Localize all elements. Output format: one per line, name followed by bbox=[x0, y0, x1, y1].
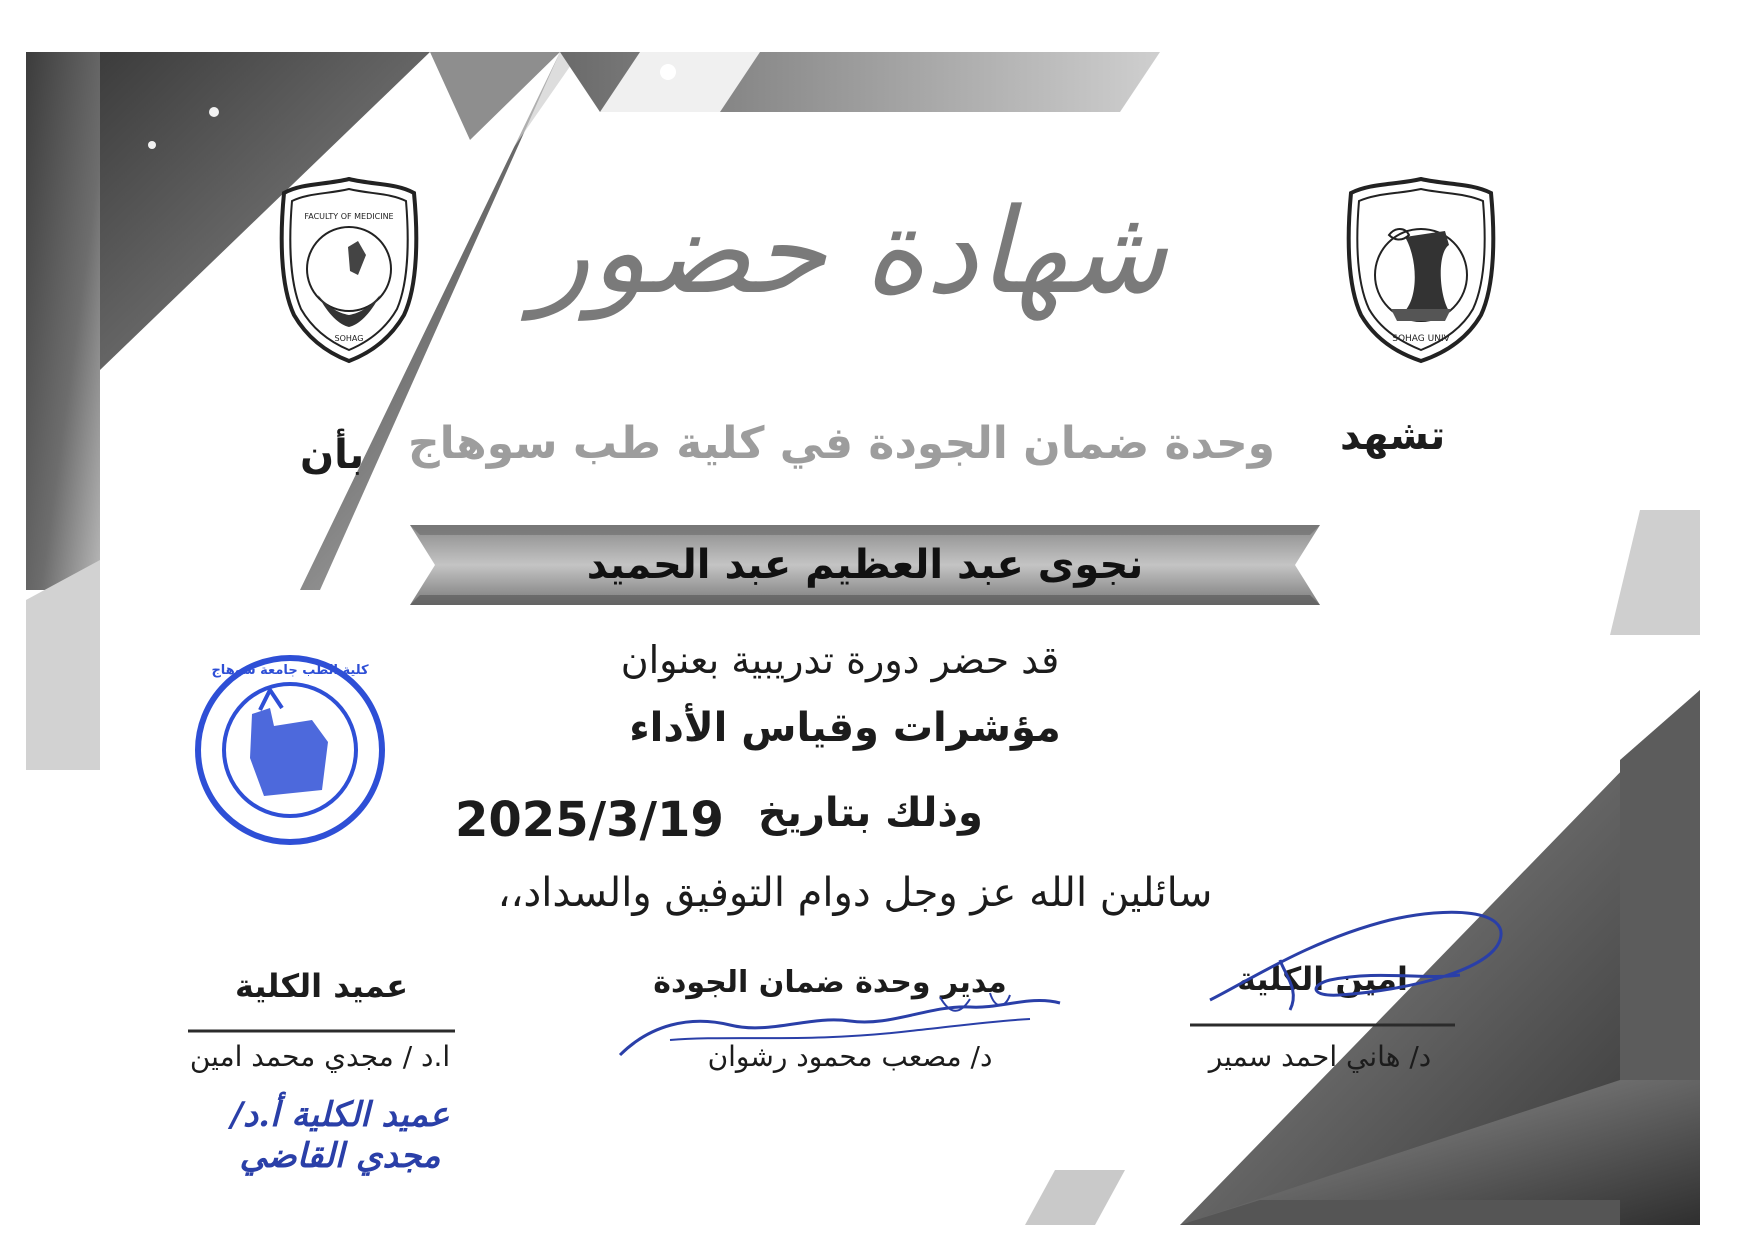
faculty-logo-icon bbox=[278, 175, 420, 365]
closing-line: سائلين الله عز وجل دوام التوفيق والسداد،، bbox=[497, 870, 1213, 916]
dean-name: ا.د / مجدي محمد امين bbox=[189, 1040, 451, 1073]
quality-director-role: مدير وحدة ضمان الجودة bbox=[653, 965, 1007, 1000]
secretary-signature bbox=[1190, 900, 1520, 1030]
dean-role: عميد الكلية bbox=[234, 967, 409, 1005]
issuer-name: وحدة ضمان الجودة في كلية طب سوهاج bbox=[407, 418, 1275, 469]
attended-line: قد حضر دورة تدريبية بعنوان bbox=[620, 638, 1060, 682]
dean-handwritten-seal: عميد الكلية أ.د/ مجدي القاضي bbox=[230, 1095, 450, 1176]
svg-text:SOHAG: SOHAG bbox=[334, 334, 364, 343]
course-title: مؤشرات وقياس الأداء bbox=[629, 705, 1061, 751]
stamp-text: كلية الطب جامعة سوهاج bbox=[211, 663, 369, 678]
quality-director-signature bbox=[610, 985, 1080, 1075]
frame-right-upper bbox=[1610, 510, 1700, 635]
secretary-name: د/ هاني احمد سمير bbox=[1208, 1040, 1432, 1073]
svg-text:SOHAG UNIV: SOHAG UNIV bbox=[1392, 334, 1450, 344]
that-word: بأن bbox=[300, 432, 365, 478]
frame-left-mid bbox=[26, 560, 100, 770]
date-prefix: وذلك بتاريخ bbox=[758, 790, 983, 836]
certificate-title: شهادة حضور bbox=[532, 182, 1168, 320]
secretary-role: امين الكلية bbox=[1237, 960, 1408, 998]
stamp-icon bbox=[190, 650, 390, 850]
certificate-date: 2025/3/19 bbox=[455, 792, 724, 848]
frame-bottom-bar bbox=[1025, 1170, 1125, 1225]
quality-director-name: د/ مصعب محمود رشوان bbox=[707, 1040, 993, 1073]
recipient-name: نجوى عبد العظيم عبد الحميد bbox=[586, 542, 1144, 588]
witness-word: تشهد bbox=[1340, 413, 1446, 459]
svg-text:FACULTY OF MEDICINE: FACULTY OF MEDICINE bbox=[304, 212, 394, 221]
university-logo-icon bbox=[1345, 175, 1497, 365]
